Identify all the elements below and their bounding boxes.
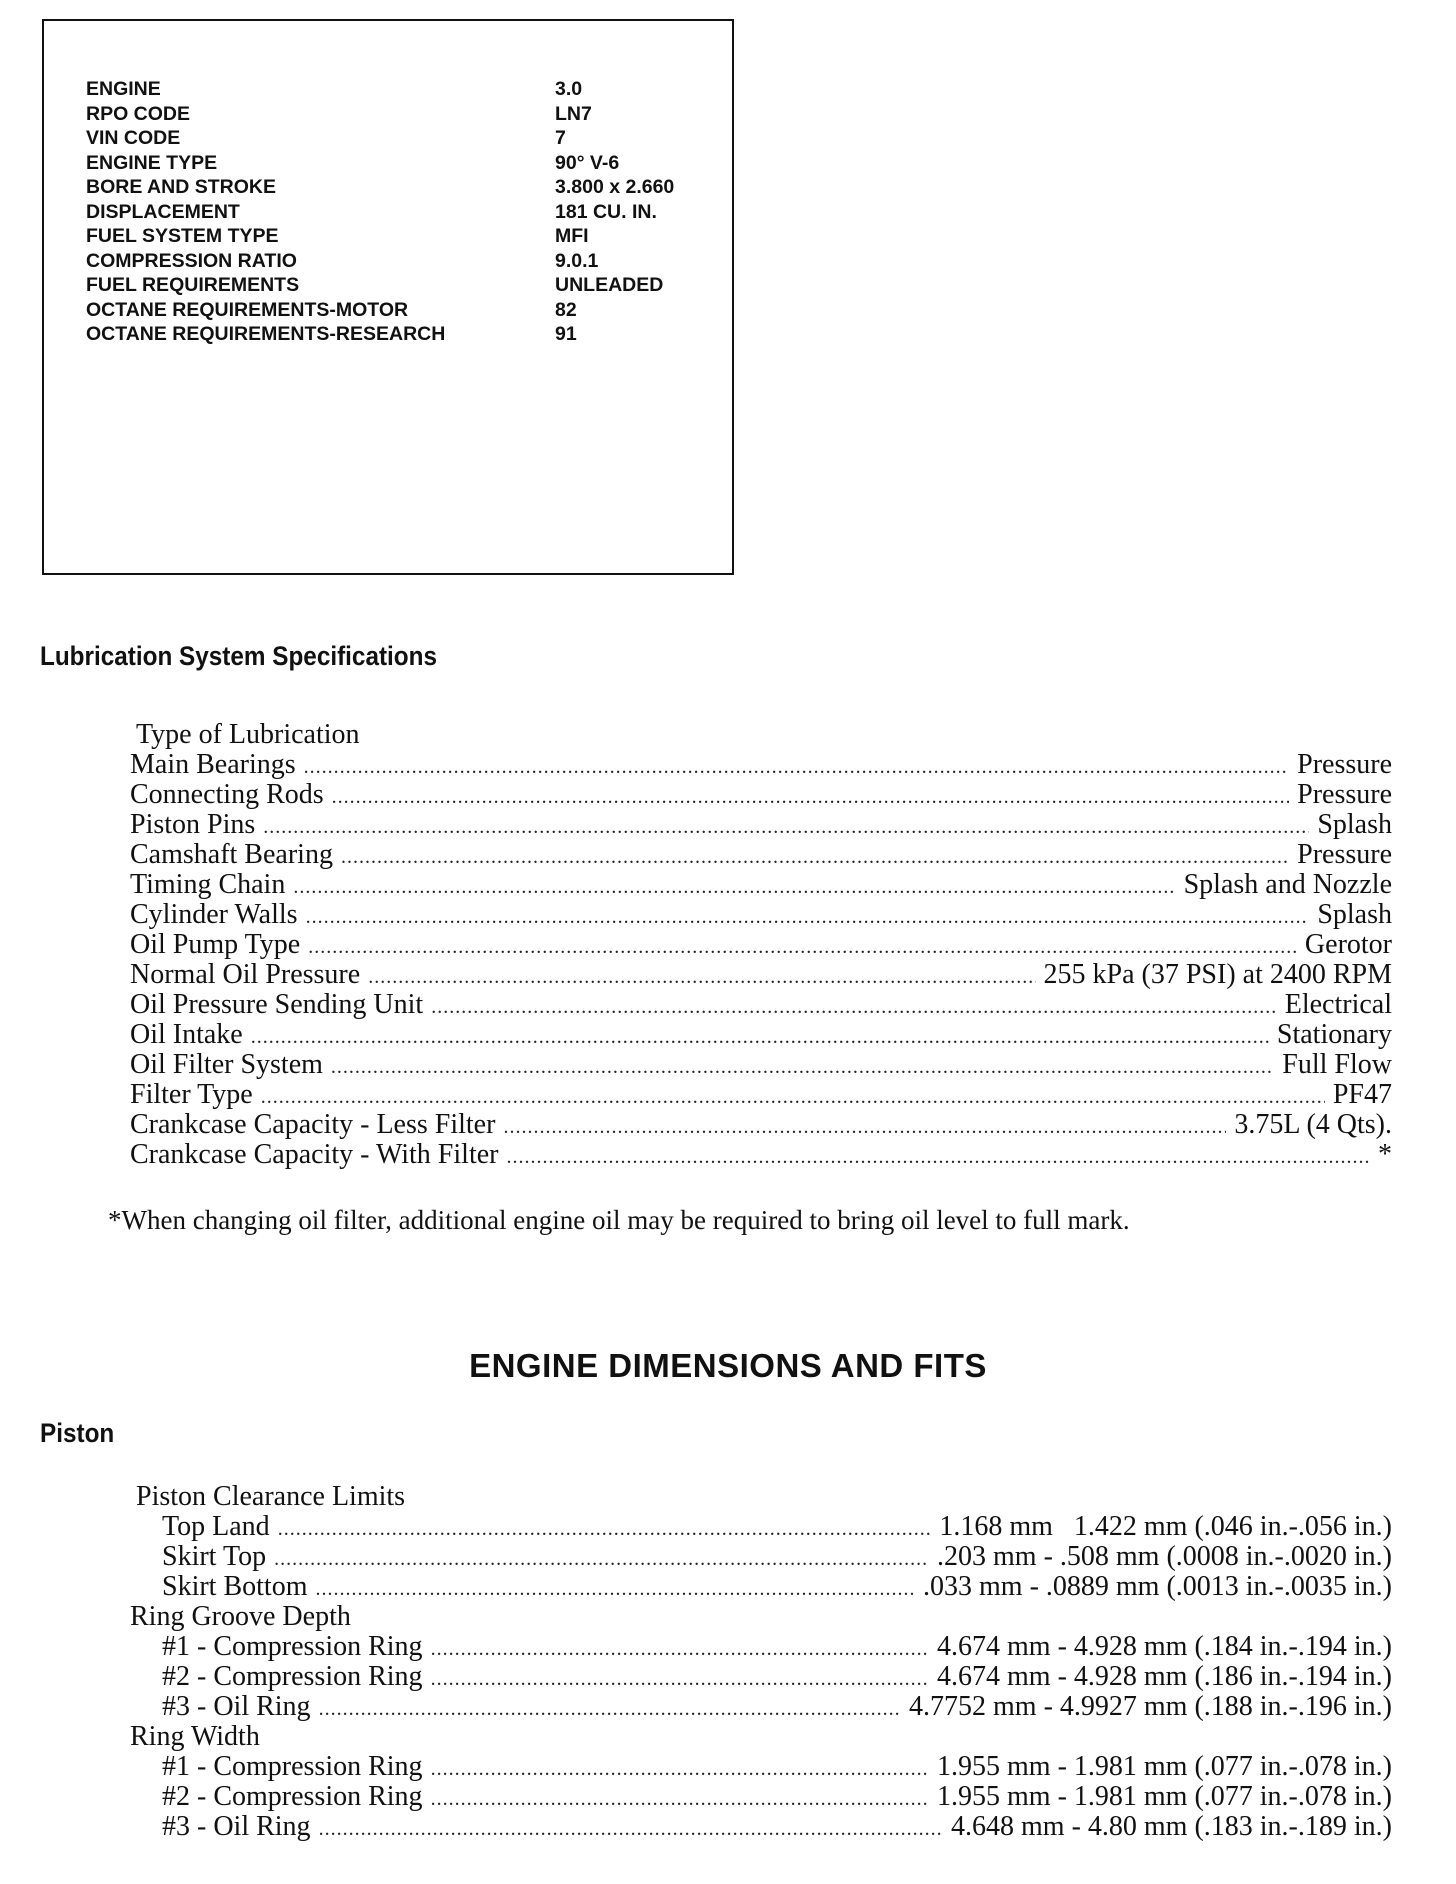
dot-leader <box>319 1694 901 1722</box>
lub-value: Electrical <box>1284 990 1392 1020</box>
piston-heading: Piston <box>40 1418 115 1448</box>
lub-row-sending-unit <box>130 990 1392 1020</box>
width-label: #1 - Compression Ring <box>162 1752 423 1782</box>
dot-leader <box>306 902 1310 930</box>
lub-label: Normal Oil Pressure <box>130 960 361 990</box>
lub-label: Oil Pump Type <box>130 930 301 960</box>
rpo-code-value: LN7 <box>555 102 592 125</box>
dot-leader <box>506 1142 1370 1170</box>
groove-row-ring-2 <box>162 1662 1392 1692</box>
dot-leader <box>431 1664 929 1692</box>
vin-code-label: VIN CODE <box>86 127 181 149</box>
engine-type-label: ENGINE TYPE <box>86 151 218 174</box>
groove-value: 4.674 mm - 4.928 mm (.184 in.-.194 in.) <box>937 1632 1392 1662</box>
groove-label: #2 - Compression Ring <box>162 1662 423 1692</box>
dot-leader <box>304 752 1289 780</box>
engine-dimensions-heading: ENGINE DIMENSIONS AND FITS <box>469 1347 987 1384</box>
lub-row-timing-chain <box>130 870 1392 900</box>
octane-motor-value: 82 <box>555 298 577 321</box>
dot-leader <box>503 1112 1226 1140</box>
lub-row-oil-filter-system <box>130 1050 1392 1080</box>
piston-clearance-title: Piston Clearance Limits <box>136 1481 406 1512</box>
lub-label: Piston Pins <box>130 810 256 840</box>
lub-label: Crankcase Capacity - With Filter <box>130 1140 499 1170</box>
displacement-value: 181 CU. IN. <box>555 200 657 223</box>
lub-value: Splash <box>1317 900 1392 930</box>
compression-value: 9.0.1 <box>555 249 599 272</box>
groove-value: 4.7752 mm - 4.9927 mm (.188 in.-.196 in.) <box>909 1692 1392 1722</box>
lub-value: Pressure <box>1297 780 1392 810</box>
dot-leader <box>319 1814 943 1842</box>
lub-row-cylinder-walls <box>130 900 1392 930</box>
dot-leader <box>331 1052 1274 1080</box>
dot-leader <box>341 842 1289 870</box>
groove-row-ring-1 <box>162 1632 1392 1662</box>
lub-label: Camshaft Bearing <box>130 840 333 870</box>
clearance-label: Skirt Top <box>162 1542 267 1572</box>
engine-value: 3.0 <box>555 78 583 100</box>
dot-leader <box>315 1574 915 1602</box>
lub-row-filter-type <box>130 1080 1392 1110</box>
lub-value: Full Flow <box>1282 1050 1392 1080</box>
dot-leader <box>332 782 1289 810</box>
octane-motor-label: OCTANE REQUIREMENTS-MOTOR <box>86 298 409 321</box>
dot-leader <box>308 932 1297 960</box>
octane-research-label: OCTANE REQUIREMENTS-RESEARCH <box>86 323 446 345</box>
oil-filter-footnote: *When changing oil filter, additional engine oil may be required to bring oil level to full mark. <box>108 1205 1130 1235</box>
lub-value: Gerotor <box>1304 930 1392 960</box>
dot-leader <box>368 962 1035 990</box>
dot-leader <box>261 1082 1325 1110</box>
lubrication-heading: Lubrication System Specifications <box>40 641 438 671</box>
width-row-ring-2 <box>162 1782 1392 1812</box>
dot-leader <box>431 1784 929 1812</box>
groove-row-ring-3 <box>162 1692 1392 1722</box>
lub-label: Connecting Rods <box>130 780 324 810</box>
lub-row-crankcase-with-filter <box>130 1140 1392 1170</box>
fuel-system-value: MFI <box>555 225 589 247</box>
lub-value: Splash <box>1317 810 1392 840</box>
dot-leader <box>431 1754 929 1782</box>
width-value: 1.955 mm - 1.981 mm (.077 in.-.078 in.) <box>937 1752 1392 1782</box>
rpo-code-label: RPO CODE <box>86 102 191 125</box>
fuel-req-label: FUEL REQUIREMENTS <box>86 274 300 296</box>
lub-label: Oil Filter System <box>130 1050 323 1080</box>
lub-value: Pressure <box>1297 840 1392 870</box>
lub-value: PF47 <box>1332 1080 1392 1110</box>
clearance-row-top-land <box>162 1512 1392 1542</box>
lub-value: Splash and Nozzle <box>1183 870 1392 900</box>
clearance-value: .203 mm - .508 mm (.0008 in.-.0020 in.) <box>937 1542 1392 1572</box>
groove-value: 4.674 mm - 4.928 mm (.186 in.-.194 in.) <box>937 1662 1392 1692</box>
width-value: 1.955 mm - 1.981 mm (.077 in.-.078 in.) <box>937 1782 1392 1812</box>
lub-label: Cylinder Walls <box>130 900 298 930</box>
clearance-label: Skirt Bottom <box>162 1572 308 1602</box>
clearance-row-skirt-top <box>162 1542 1392 1572</box>
ring-groove-depth-title: Ring Groove Depth <box>130 1601 351 1632</box>
lub-row-oil-pump-type <box>130 930 1392 960</box>
lub-row-main-bearings <box>130 750 1392 780</box>
width-label: #3 - Oil Ring <box>162 1812 311 1842</box>
dot-leader <box>293 872 1175 900</box>
lub-value: * <box>1378 1140 1392 1170</box>
clearance-row-skirt-bottom <box>162 1572 1392 1602</box>
lub-row-crankcase-less-filter <box>130 1110 1392 1140</box>
octane-research-value: 91 <box>555 323 577 345</box>
bore-stroke-label: BORE AND STROKE <box>86 176 276 198</box>
dot-leader <box>251 1022 1269 1050</box>
lub-value: Stationary <box>1276 1020 1392 1050</box>
lub-row-oil-intake <box>130 1020 1392 1050</box>
lub-label: Main Bearings <box>130 750 296 780</box>
lub-label: Oil Intake <box>130 1020 243 1050</box>
lubrication-type-label: Type of Lubrication <box>136 719 360 750</box>
compression-label: COMPRESSION RATIO <box>86 249 297 272</box>
clearance-value: 1.168 mm 1.422 mm (.046 in.-.056 in.) <box>939 1512 1392 1542</box>
width-label: #2 - Compression Ring <box>162 1782 423 1812</box>
lub-value: 3.75L (4 Qts). <box>1234 1110 1392 1140</box>
engine-label: ENGINE <box>86 78 161 100</box>
lub-row-camshaft-bearing <box>130 840 1392 870</box>
dot-leader <box>431 992 1277 1020</box>
width-row-ring-3 <box>162 1812 1392 1842</box>
groove-label: #1 - Compression Ring <box>162 1632 423 1662</box>
fuel-system-label: FUEL SYSTEM TYPE <box>86 225 279 247</box>
dot-leader <box>278 1514 932 1542</box>
displacement-label: DISPLACEMENT <box>86 200 240 223</box>
lub-value: Pressure <box>1297 750 1392 780</box>
bore-stroke-value: 3.800 x 2.660 <box>555 176 675 198</box>
ring-width-title: Ring Width <box>130 1721 260 1752</box>
lub-label: Timing Chain <box>130 870 286 900</box>
lub-row-normal-oil-pressure <box>130 960 1392 990</box>
groove-label: #3 - Oil Ring <box>162 1692 311 1722</box>
clearance-value: .033 mm - .0889 mm (.0013 in.-.0035 in.) <box>923 1572 1392 1602</box>
dot-leader <box>274 1544 929 1572</box>
width-value: 4.648 mm - 4.80 mm (.183 in.-.189 in.) <box>951 1812 1392 1842</box>
lub-row-connecting-rods <box>130 780 1392 810</box>
width-row-ring-1 <box>162 1752 1392 1782</box>
lub-label: Crankcase Capacity - Less Filter <box>130 1110 496 1140</box>
dot-leader <box>263 812 1309 840</box>
lub-label: Oil Pressure Sending Unit <box>130 990 424 1020</box>
fuel-req-value: UNLEADED <box>555 274 664 296</box>
dot-leader <box>431 1634 929 1662</box>
engine-type-value: 90° V-6 <box>555 151 620 174</box>
vin-code-value: 7 <box>555 127 566 149</box>
lub-value: 255 kPa (37 PSI) at 2400 RPM <box>1043 960 1392 990</box>
lub-row-piston-pins <box>130 810 1392 840</box>
engine-spec-box <box>42 19 734 575</box>
lub-label: Filter Type <box>130 1080 253 1110</box>
clearance-label: Top Land <box>162 1512 270 1542</box>
